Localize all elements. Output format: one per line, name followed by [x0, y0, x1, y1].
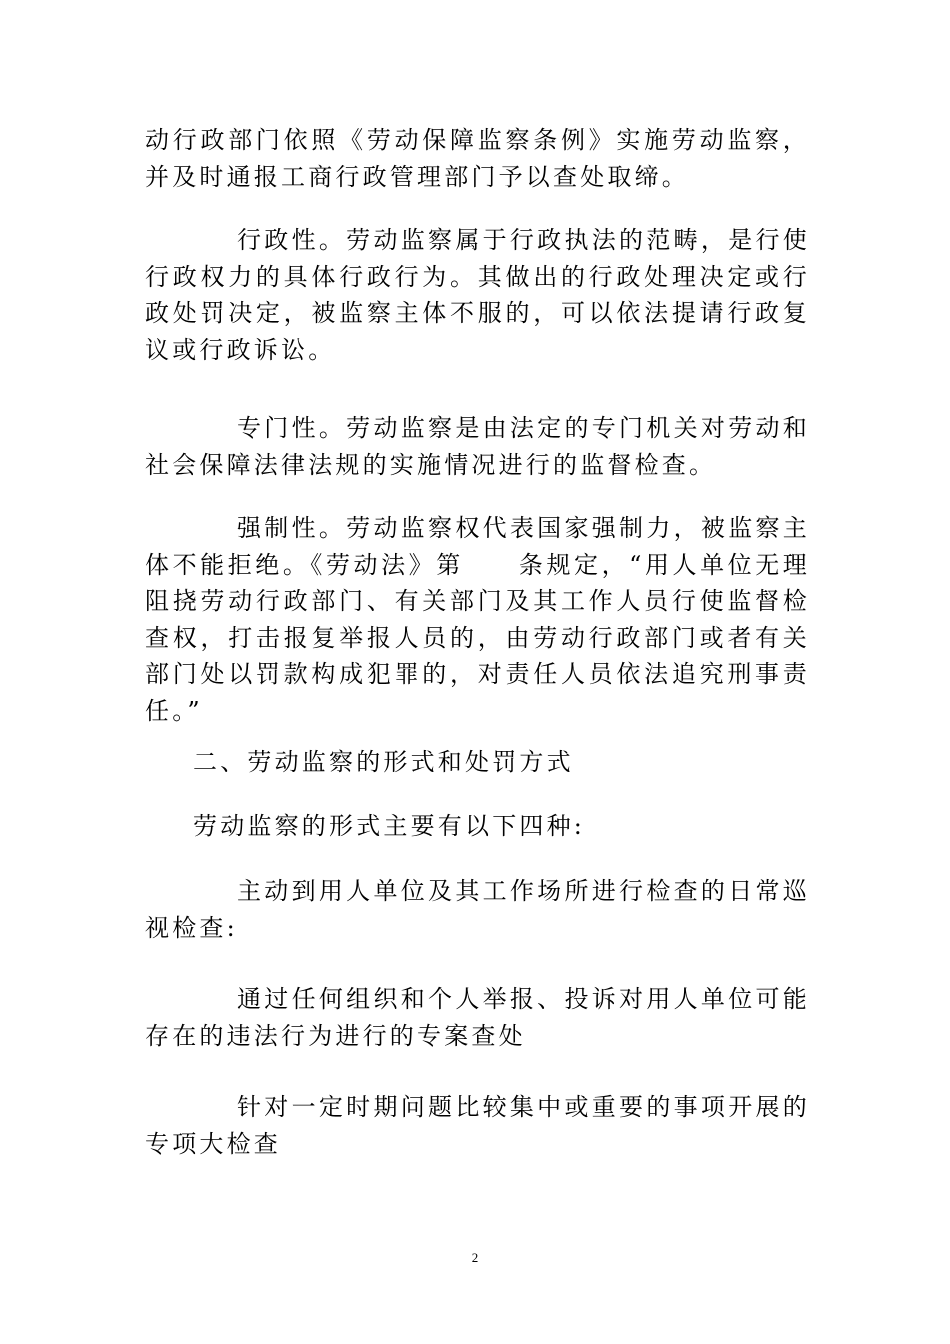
paragraph-mandatory-nature: 强制性。劳动监察权代表国家强制力，被监察主体不能拒绝。《劳动法》第 条规定，“用人单位无理阻挠劳动行政部门、有关部门及其工作人员行使监督检查权，打击报复举报人员的，由劳动行政部门或者有关部门处以罚款构成犯罪的，对责任人员依法追究刑事责任。” [145, 514, 810, 725]
paragraph-case-investigation: 通过任何组织和个人举报、投诉对用人单位可能存在的违法行为进行的专案查处 [145, 985, 810, 1050]
paragraph-continuation: 动行政部门依照《劳动保障监察条例》实施劳动监察，并及时通报工商行政管理部门予以查处取缔。 [145, 126, 810, 191]
paragraph-administrative-nature: 行政性。劳动监察属于行政执法的范畴，是行使行政权力的具体行政行为。其做出的行政处理决定或行政处罚决定，被监察主体不服的，可以依法提请行政复议或行政诉讼。 [145, 226, 810, 364]
paragraph-forms-intro: 劳动监察的形式主要有以下四种: [193, 812, 586, 840]
paragraph-specialized-nature: 专门性。劳动监察是由法定的专门机关对劳动和社会保障法律法规的实施情况进行的监督检查。 [145, 414, 810, 479]
paragraph-routine-inspection: 主动到用人单位及其工作场所进行检查的日常巡视检查: [145, 877, 810, 942]
page-number: 2 [471, 1250, 479, 1265]
paragraph-special-inspection: 针对一定时期问题比较集中或重要的事项开展的专项大检查 [145, 1093, 810, 1158]
section-heading: 二、劳动监察的形式和处罚方式 [193, 748, 574, 776]
